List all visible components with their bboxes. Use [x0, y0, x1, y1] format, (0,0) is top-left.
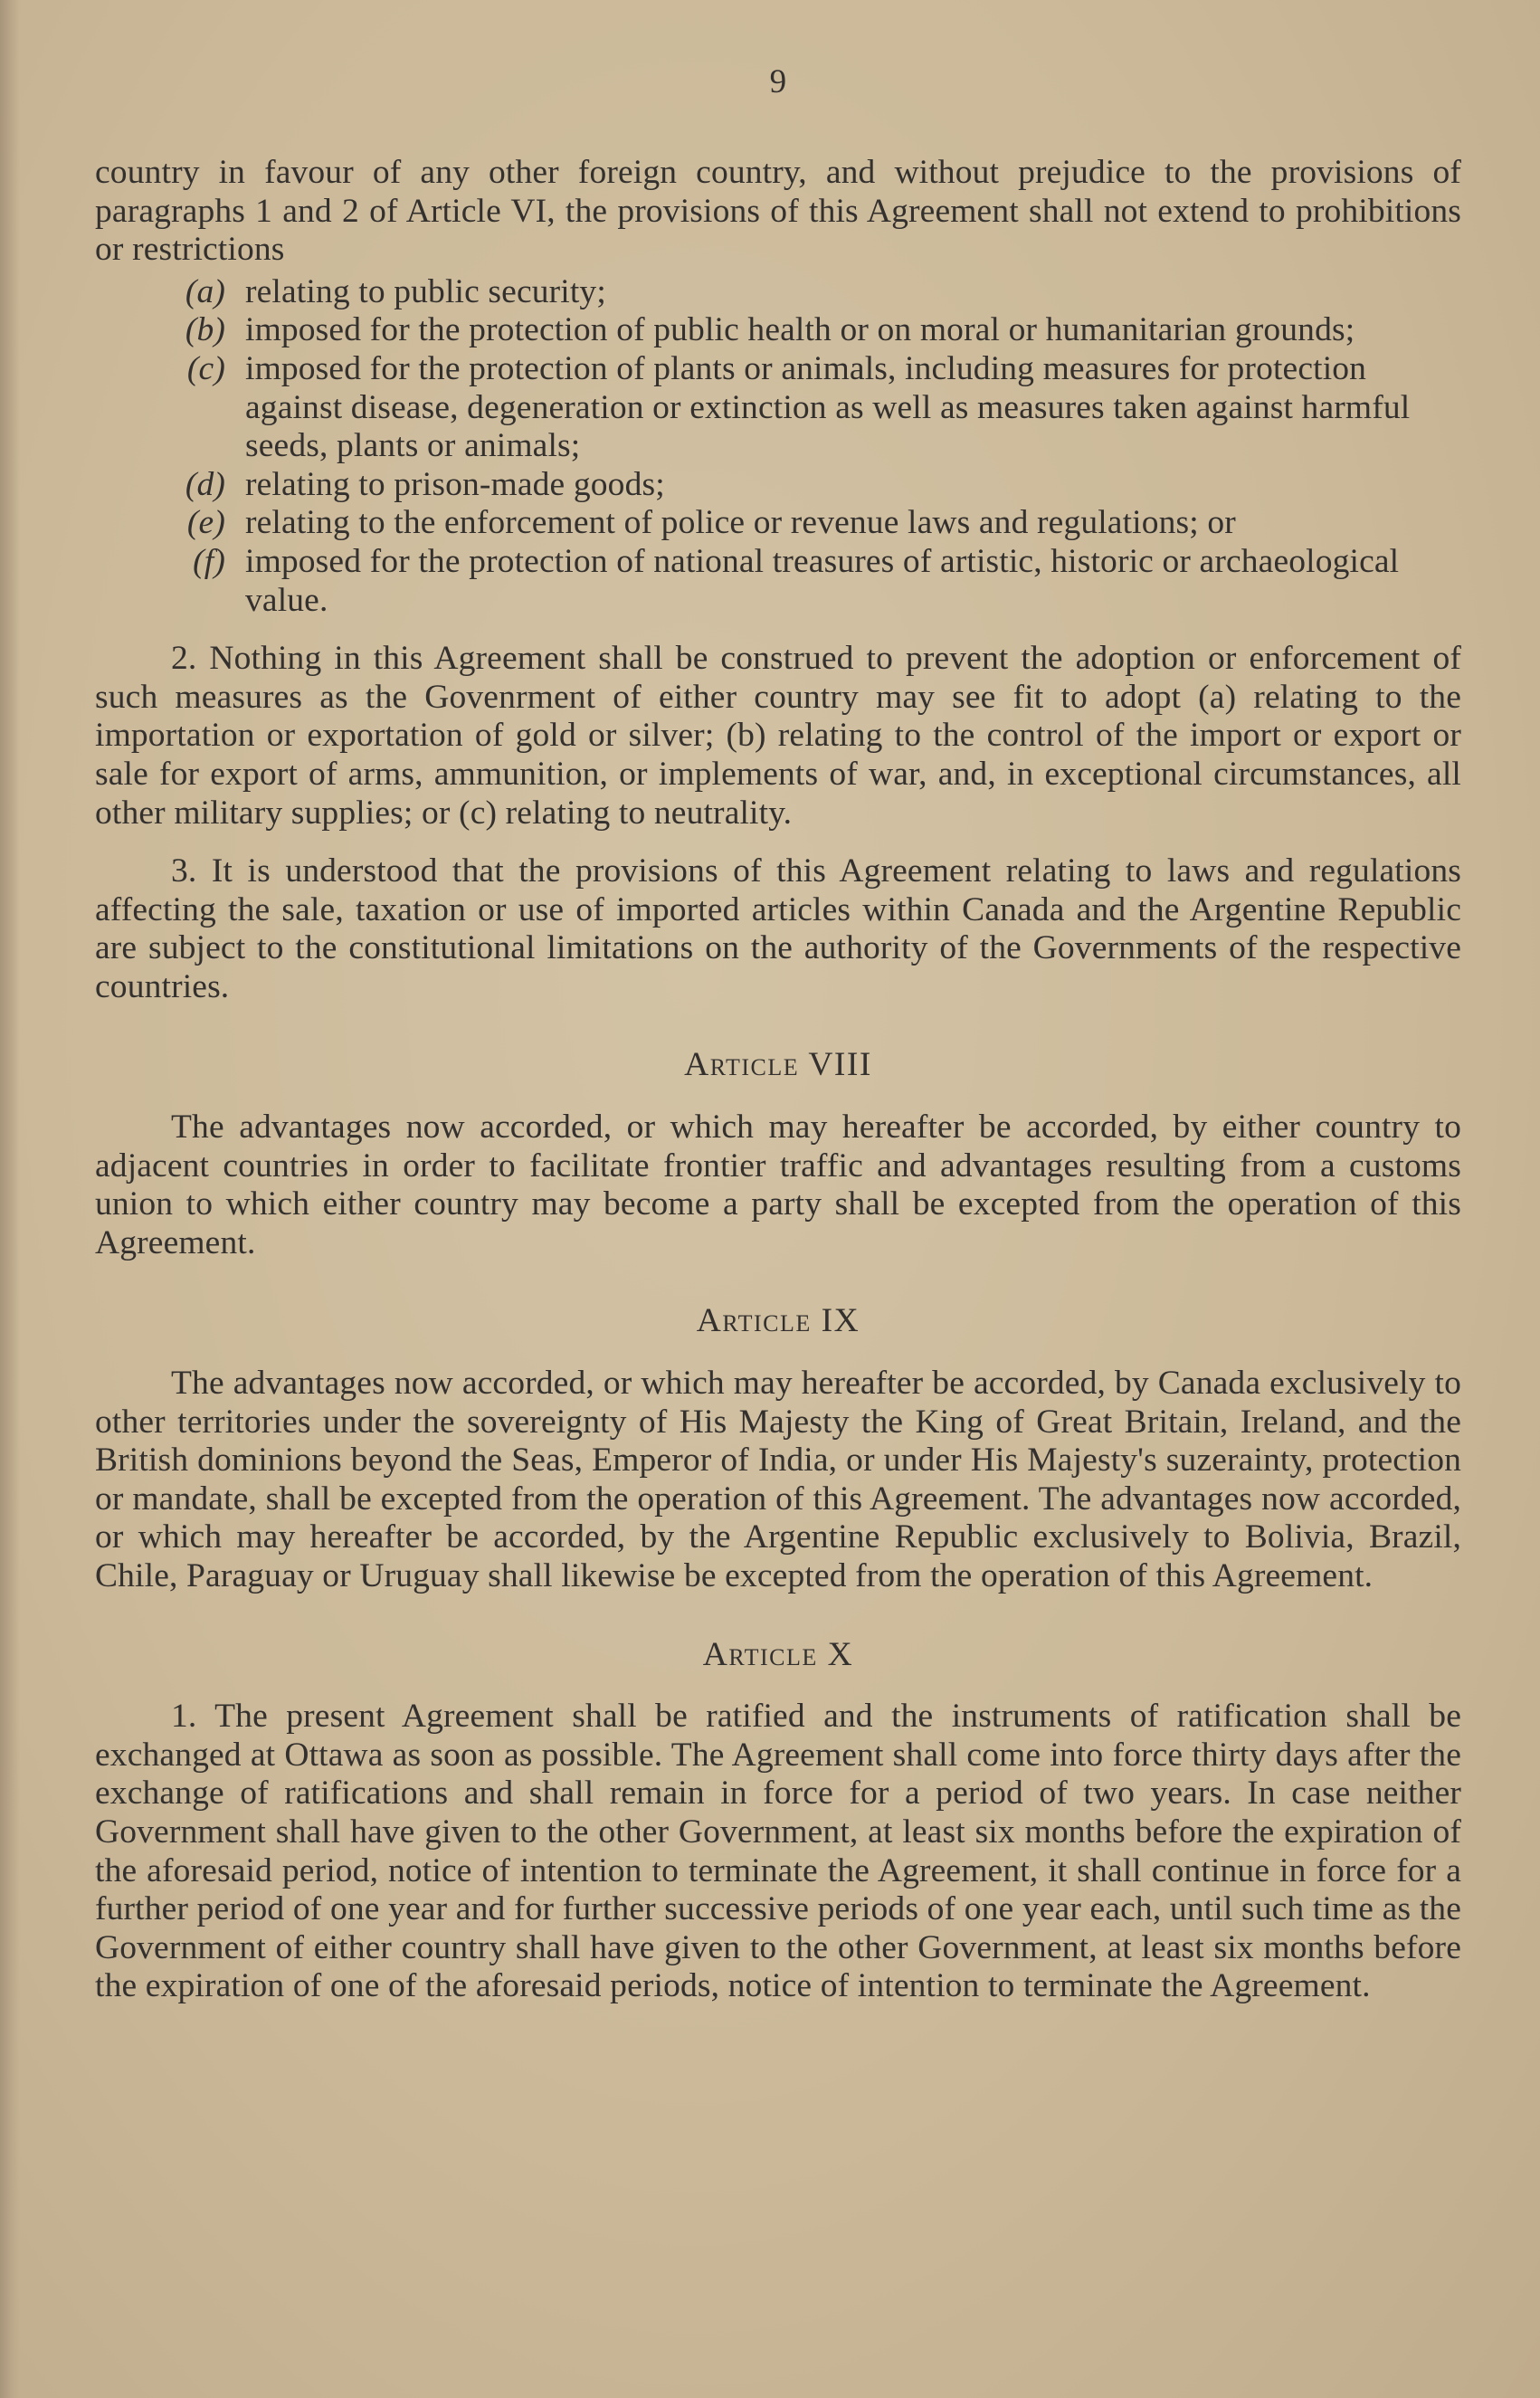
list-marker: (c) — [186, 349, 225, 387]
paragraph-2: 2. Nothing in this Agreement shall be construed to prevent the adoption or enforcement of such measures as the Govenrment of either country may see fit to adopt (a) relating to the importation or exportation of gold or silver; (b) relating to the control of the import or export or sale for export of arms, ammunition, or implements of war, and, in exceptional circumstances, all other military supplies; or (c) relating to neutrality. — [95, 640, 1461, 832]
article-8-heading: Article VIII — [684, 1046, 872, 1084]
intro-paragraph: country in favour of any other foreign country, and without prejudice to the provisions of paragraphs 1 and 2 of Article VI, the provisions of this Agreement shall not extend to prohibitions or restrictions — [95, 154, 1461, 269]
article-9-heading: Article IX — [696, 1302, 860, 1340]
list-marker: (a) — [185, 272, 225, 310]
list-item — [95, 350, 1461, 466]
list-item — [95, 504, 1461, 543]
list-item-text: relating to prison-made goods; — [245, 465, 665, 503]
article-9-text: The advantages now accorded, or which may hereafter be accorded, by Canada exclusively to other territories under the sovereignty of His Majesty the King of Great Britain, Ireland, and the British dominions beyond the Seas, Emperor of India, or under His Majesty's suzerainty, protection or mandate, shall be excepted from the operation of this Agreement. The advantages now accorded, or which may hereafter be accorded, by the Argentine Republic exclusively to Bolivia, Brazil, Chile, Paraguay or Uruguay shall likewise be excepted from the operation of this Agreement. — [95, 1365, 1461, 1594]
list-item — [95, 273, 1461, 312]
page-edge-shadow — [0, 0, 20, 2398]
list-item-text: relating to the enforcement of police or revenue laws and regulations; or — [245, 504, 1236, 542]
list-item — [95, 311, 1461, 350]
list-item-text: imposed for the protection of public health or on moral or humanitarian grounds; — [245, 311, 1355, 349]
list-marker: (e) — [186, 504, 225, 542]
article-8-text: The advantages now accorded, or which may hereafter be accorded, by either country to adjacent countries in order to facilitate frontier traffic and advantages resulting from a customs union to which either country may become a party shall be excepted from the operation of this Agreement. — [95, 1109, 1461, 1261]
restrictions-list — [95, 273, 1461, 620]
article-10-heading: Article X — [702, 1635, 854, 1673]
list-item-text: imposed for the protection of national treasures of artistic, historic or archaeological value. — [245, 542, 1400, 619]
list-marker: (f) — [193, 542, 225, 580]
list-item-text: imposed for the protection of plants or animals, including measures for protection against disease, degeneration or extinction as well as measures taken against harmful seeds, plants or animals; — [245, 349, 1411, 465]
list-item-text: relating to public security; — [245, 272, 606, 310]
list-marker: (d) — [185, 465, 225, 503]
list-item — [95, 543, 1461, 620]
paragraph-3: 3. It is understood that the provisions of this Agreement relating to laws and regulations affecting the sale, taxation or use of imported articles within Canada and the Argentine Republic are subject to the constitutional limitations on the authority of the Governments of the respective countries. — [95, 852, 1461, 1005]
document-body — [95, 63, 1461, 2006]
article-10-text: 1. The present Agreement shall be ratified and the instruments of ratification shall be exchanged at Ottawa as soon as possible. The Agreement shall come into force thirty days after the exchange of ratifications and shall remain in force for a period of two years. In case neither Government shall have given to the other Government, at least six months before the expiration of the aforesaid period, notice of intention to terminate the Agreement, it shall continue in force for a further period of one year and for further successive periods of one year each, until such time as the Government of either country shall have given to the other Government, at least six months before the expiration of one of the aforesaid periods, notice of intention to terminate the Agreement. — [95, 1698, 1461, 2005]
page-number: 9 — [769, 63, 787, 100]
list-marker: (b) — [185, 311, 225, 349]
list-item — [95, 466, 1461, 505]
